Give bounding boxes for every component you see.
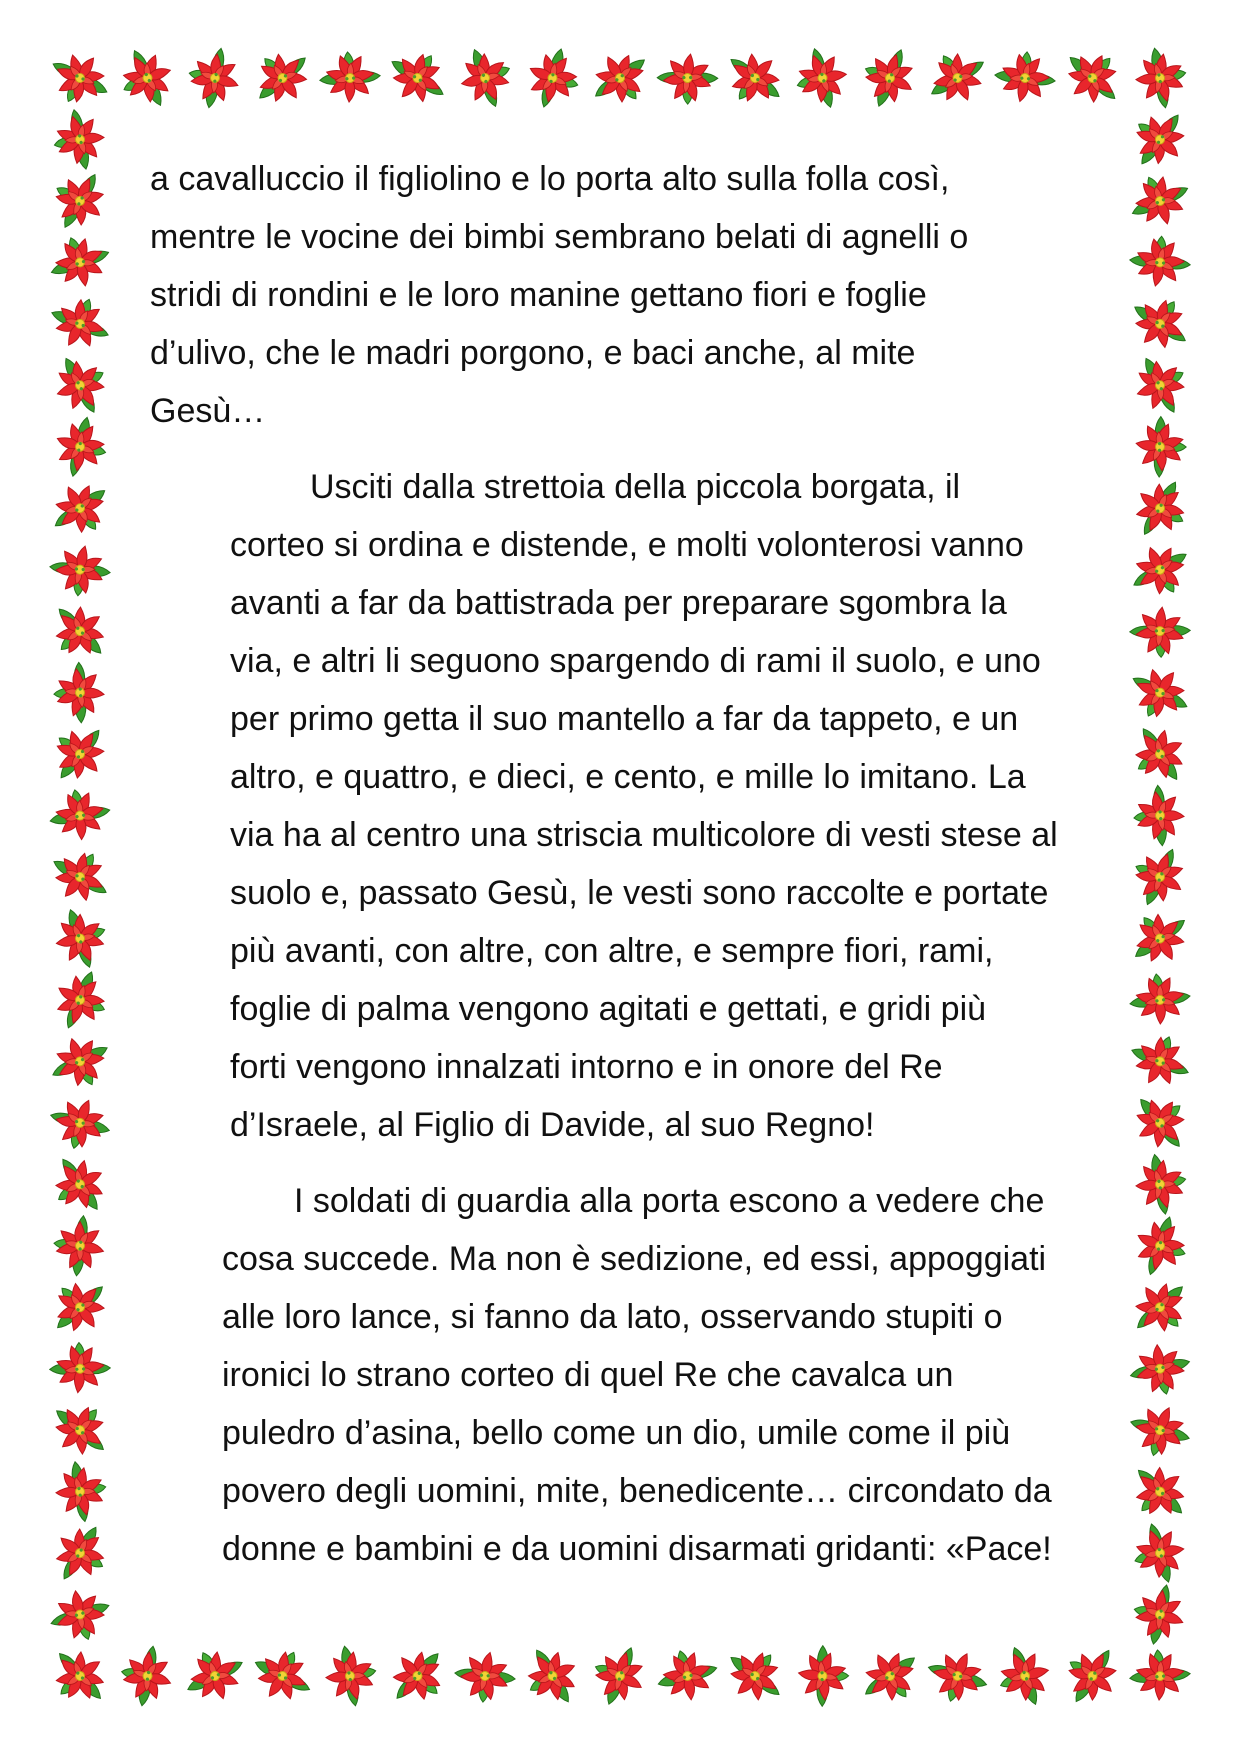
poinsettia-icon xyxy=(53,171,105,231)
poinsettia-icon xyxy=(1124,1460,1195,1525)
poinsettia-icon xyxy=(722,1646,789,1705)
poinsettia-icon xyxy=(1123,778,1196,854)
poinsettia-icon xyxy=(49,412,112,481)
poinsettia-icon xyxy=(1131,668,1190,718)
poinsettia-icon xyxy=(855,1639,926,1714)
text-line: forti vengono innalzati intorno e in onore del Re xyxy=(230,1048,943,1086)
poinsettia-icon xyxy=(42,1577,119,1654)
text-line: d’Israele, al Figlio di Davide, al suo Regno! xyxy=(230,1106,875,1144)
poinsettia-icon xyxy=(650,43,725,114)
poinsettia-icon xyxy=(1125,409,1196,484)
poinsettia-icon xyxy=(42,900,119,977)
text-line: d’ulivo, che le madri porgono, e baci anche, al mite xyxy=(150,334,916,372)
poinsettia-icon xyxy=(591,1644,647,1708)
text-line: cosa succede. Ma non è sedizione, ed essi, appoggiati xyxy=(222,1240,1047,1278)
text-line: ironici lo strano corteo di quel Re che cavalca un xyxy=(222,1356,954,1394)
text-line: mentre le vocine dei bimbi sembrano belati di agnelli o xyxy=(150,218,969,256)
poinsettia-icon xyxy=(447,39,524,115)
text-line: via, e altri li seguono spargendo di rami il suolo, e uno xyxy=(230,642,1041,680)
text-line: corteo si ordina e distende, e molti volonterosi vanno xyxy=(230,526,1024,564)
poinsettia-icon xyxy=(44,599,116,665)
poinsettia-icon xyxy=(45,471,116,546)
poinsettia-icon xyxy=(42,1149,117,1221)
poinsettia-icon xyxy=(253,1650,313,1701)
text-line: povero degli uomini, mite, benedicente… circondato da xyxy=(222,1472,1052,1510)
poinsettia-icon xyxy=(1123,596,1199,668)
poinsettia-icon xyxy=(177,1637,252,1714)
poinsettia-icon xyxy=(920,40,993,116)
poinsettia-icon xyxy=(1064,1644,1119,1707)
poinsettia-icon xyxy=(182,43,246,113)
poinsettia-icon xyxy=(722,49,789,108)
poinsettia-icon xyxy=(313,1637,389,1714)
poinsettia-icon xyxy=(1131,1213,1189,1279)
poinsettia-icon xyxy=(386,50,449,105)
text-line: altro, e quattro, e dieci, e cento, e mille lo imitano. La xyxy=(230,758,1026,796)
poinsettia-icon xyxy=(114,1641,179,1712)
poinsettia-icon xyxy=(311,41,387,114)
poinsettia-icon xyxy=(585,41,656,116)
poinsettia-icon xyxy=(1122,347,1199,422)
poinsettia-icon xyxy=(42,101,118,178)
poinsettia-icon xyxy=(1123,1145,1199,1222)
text-line: avanti a far da battistrada per preparare sgombra la xyxy=(230,584,1007,622)
text-line: via ha al centro una striscia multicolore di vesti stese al xyxy=(230,816,1058,854)
poinsettia-icon xyxy=(1124,532,1197,608)
poinsettia-icon xyxy=(41,223,118,300)
poinsettia-icon xyxy=(1128,1580,1191,1650)
poinsettia-icon xyxy=(386,1641,449,1711)
poinsettia-icon xyxy=(42,347,119,422)
poinsettia-icon xyxy=(1121,1515,1198,1592)
poinsettia-icon xyxy=(49,850,110,903)
poinsettia-icon xyxy=(861,46,917,110)
poinsettia-icon xyxy=(51,54,110,104)
poinsettia-icon xyxy=(41,777,118,853)
text-line: suolo e, passato Gesù, le vesti sono raccolte e portate xyxy=(230,874,1049,912)
paragraph-2 xyxy=(150,458,1110,1154)
poinsettia-icon xyxy=(49,720,109,787)
poinsettia-icon xyxy=(1134,478,1187,539)
poinsettia-icon xyxy=(523,44,583,111)
text-line: Gesù… xyxy=(150,392,266,430)
poinsettia-icon xyxy=(1121,962,1198,1037)
poinsettia-icon xyxy=(43,1453,118,1530)
text-line: puledro d’asina, bello come un dio, umile come il più xyxy=(222,1414,1011,1452)
poinsettia-icon xyxy=(53,968,108,1031)
poinsettia-icon xyxy=(43,1023,118,1100)
poinsettia-icon xyxy=(514,1640,590,1713)
text-line: a cavalluccio il figliolino e lo porta alto sulla folla così, xyxy=(150,160,950,198)
poinsettia-icon xyxy=(788,1638,859,1713)
poinsettia-icon xyxy=(42,1332,118,1404)
document-body xyxy=(150,150,1110,1596)
poinsettia-icon xyxy=(48,295,112,351)
poinsettia-icon xyxy=(46,1399,114,1460)
poinsettia-icon xyxy=(784,40,861,117)
text-line: foglie di palma vengono agitati e gettati, e gridi più xyxy=(230,990,987,1028)
text-line: I soldati di guardia alla porta escono a vedere che xyxy=(294,1182,1045,1220)
paragraph-3 xyxy=(150,1172,1110,1578)
poinsettia-icon xyxy=(1123,1088,1197,1157)
poinsettia-icon xyxy=(649,1637,726,1714)
poinsettia-icon xyxy=(248,41,316,114)
poinsettia-icon xyxy=(924,1647,991,1707)
poinsettia-icon xyxy=(1126,1400,1194,1461)
poinsettia-icon xyxy=(1122,719,1198,791)
poinsettia-icon xyxy=(46,1271,113,1343)
poinsettia-icon xyxy=(1124,901,1195,976)
poinsettia-icon xyxy=(1058,46,1128,109)
poinsettia-icon xyxy=(986,1638,1063,1714)
poinsettia-icon xyxy=(44,536,117,604)
poinsettia-icon xyxy=(1128,295,1192,351)
poinsettia-icon xyxy=(1122,1331,1199,1407)
poinsettia-icon xyxy=(54,1522,108,1584)
poinsettia-icon xyxy=(988,43,1061,111)
text-line: stridi di rondini e le loro manine gettano fiori e foglie xyxy=(150,276,927,314)
poinsettia-icon xyxy=(1123,227,1197,296)
paragraph-1 xyxy=(150,150,1110,440)
poinsettia-icon xyxy=(1130,106,1188,172)
poinsettia-icon xyxy=(46,1210,114,1283)
text-line: Usciti dalla strettoia della piccola borgata, il xyxy=(310,468,961,506)
poinsettia-icon xyxy=(1123,39,1199,116)
poinsettia-icon xyxy=(1133,846,1186,907)
poinsettia-icon xyxy=(44,1643,116,1710)
poinsettia-icon xyxy=(449,1643,522,1711)
poinsettia-icon xyxy=(109,41,186,116)
text-line: più avanti, con altre, con altre, e sempre fiori, rami, xyxy=(230,932,994,970)
poinsettia-icon xyxy=(43,655,116,731)
text-line: alle loro lance, si fanno da lato, osservando stupiti o xyxy=(222,1298,1003,1336)
text-line: donne e bambini e da uomini disarmati gridanti: «Pace! xyxy=(222,1530,1052,1568)
poinsettia-icon xyxy=(1127,1271,1194,1343)
text-line: per primo getta il suo mantello a far da tappeto, e un xyxy=(230,700,1019,738)
poinsettia-icon xyxy=(1128,1033,1192,1089)
poinsettia-icon xyxy=(1122,162,1198,239)
poinsettia-icon xyxy=(1121,1639,1197,1712)
poinsettia-icon xyxy=(46,1093,114,1155)
